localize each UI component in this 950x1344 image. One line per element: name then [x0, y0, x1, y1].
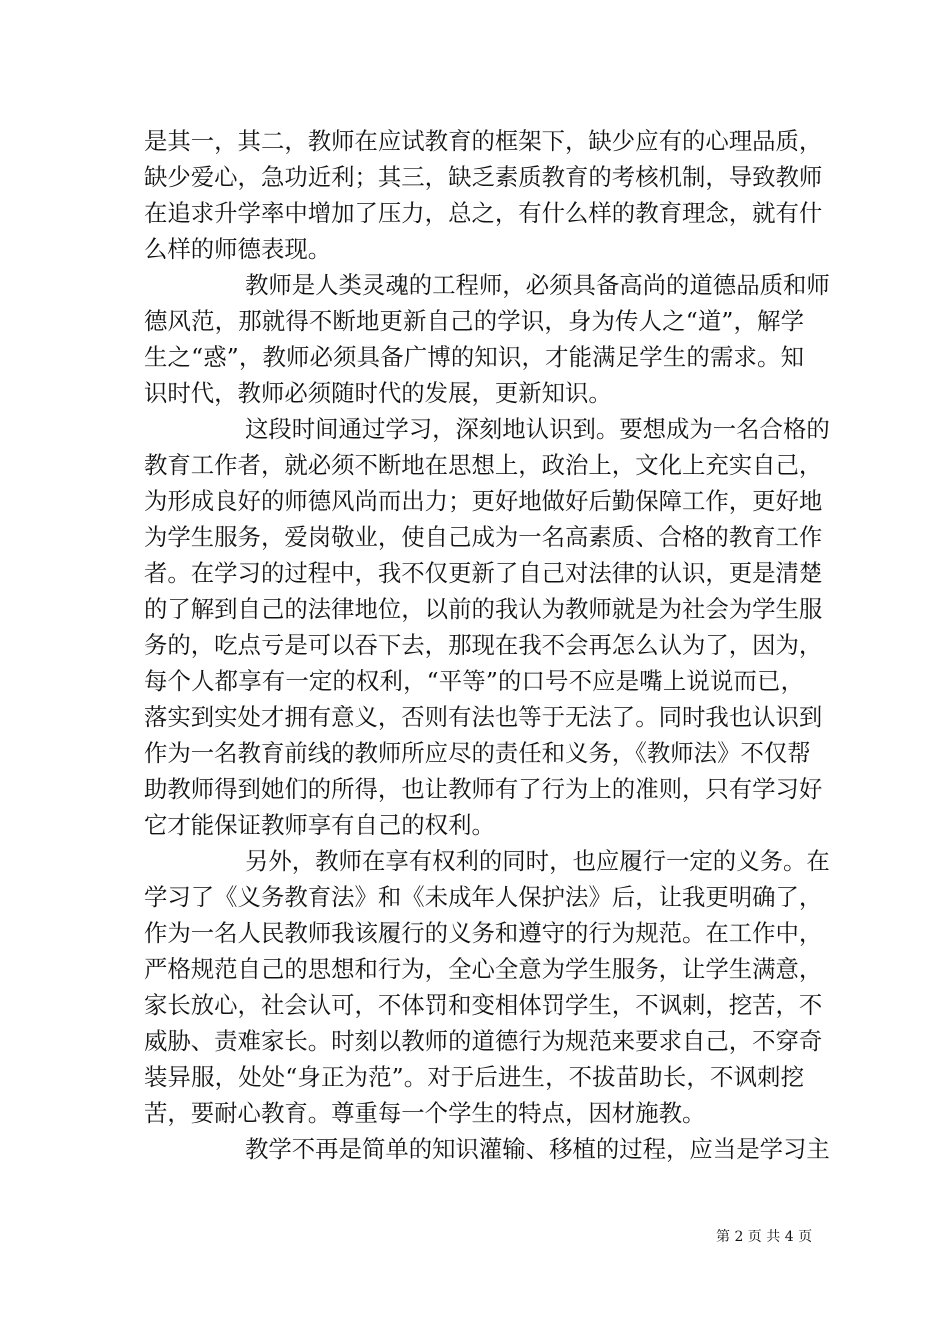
text-line: 教育工作者，就必须不断地在思想上，政治上，文化上充实自己，: [144, 451, 823, 479]
text-line: 务的，吃点亏是可以吞下去，那现在我不会再怎么认为了，因为，: [144, 631, 823, 659]
paragraph-first-line: 另外，教师在享有权利的同时，也应履行一定的义务。在: [245, 847, 830, 875]
text-line: 么样的师德表现。: [144, 235, 332, 263]
text-line: 家长放心，社会认可，不体罚和变相体罚学生，不讽刺，挖苦，不: [144, 991, 823, 1019]
text-line: 德风范，那就得不断地更新自己的学识，身为传人之“道”，解学: [144, 307, 804, 335]
text-line: 在追求升学率中增加了压力，总之，有什么样的教育理念，就有什: [144, 199, 823, 227]
text-line: 缺少爱心，急功近利；其三，缺乏素质教育的考核机制，导致教师: [144, 163, 823, 191]
text-line: 者。在学习的过程中，我不仅更新了自己对法律的认识，更是清楚: [144, 559, 823, 587]
text-line: 威胁、责难家长。时刻以教师的道德行为规范来要求自己，不穿奇: [144, 1027, 823, 1055]
text-line: 的了解到自己的法律地位，以前的我认为教师就是为社会为学生服: [144, 595, 823, 623]
text-line: 学习了《义务教育法》和《未成年人保护法》后，让我更明确了，: [144, 883, 823, 911]
text-line: 它才能保证教师享有自己的权利。: [144, 811, 495, 839]
text-line: 识时代，教师必须随时代的发展，更新知识。: [144, 379, 612, 407]
text-line: 是其一，其二，教师在应试教育的框架下，缺少应有的心理品质，: [144, 127, 823, 155]
text-line: 为形成良好的师德风尚而出力；更好地做好后勤保障工作，更好地: [144, 487, 823, 515]
paragraph-first-line: 教学不再是简单的知识灌输、移植的过程，应当是学习主: [245, 1135, 830, 1163]
text-line: 装异服，处处“身正为范”。对于后进生，不拔苗助长，不讽刺挖: [144, 1063, 804, 1091]
text-line: 每个人都享有一定的权利，“平等”的口号不应是嘴上说说而已，: [144, 667, 804, 695]
text-line: 苦，要耐心教育。尊重每一个学生的特点，因材施教。: [144, 1099, 706, 1127]
paragraph-first-line: 教师是人类灵魂的工程师，必须具备高尚的道德品质和师: [245, 271, 830, 299]
paragraph-first-line: 这段时间通过学习，深刻地认识到。要想成为一名合格的: [245, 415, 830, 443]
text-line: 生之“惑”，教师必须具备广博的知识，才能满足学生的需求。知: [144, 343, 804, 371]
text-line: 作为一名教育前线的教师所应尽的责任和义务，《教师法》不仅帮: [144, 739, 811, 767]
text-line: 作为一名人民教师我该履行的义务和遵守的行为规范。在工作中，: [144, 919, 823, 947]
text-line: 严格规范自己的思想和行为，全心全意为学生服务，让学生满意，: [144, 955, 823, 983]
text-line: 为学生服务，爱岗敬业，使自己成为一名高素质、合格的教育工作: [144, 523, 823, 551]
page-number-footer: 第 2 页 共 4 页: [716, 1229, 813, 1245]
text-line: 落实到实处才拥有意义，否则有法也等于无法了。同时我也认识到: [144, 703, 823, 731]
text-line: 助教师得到她们的所得，也让教师有了行为上的准则，只有学习好: [144, 775, 823, 803]
